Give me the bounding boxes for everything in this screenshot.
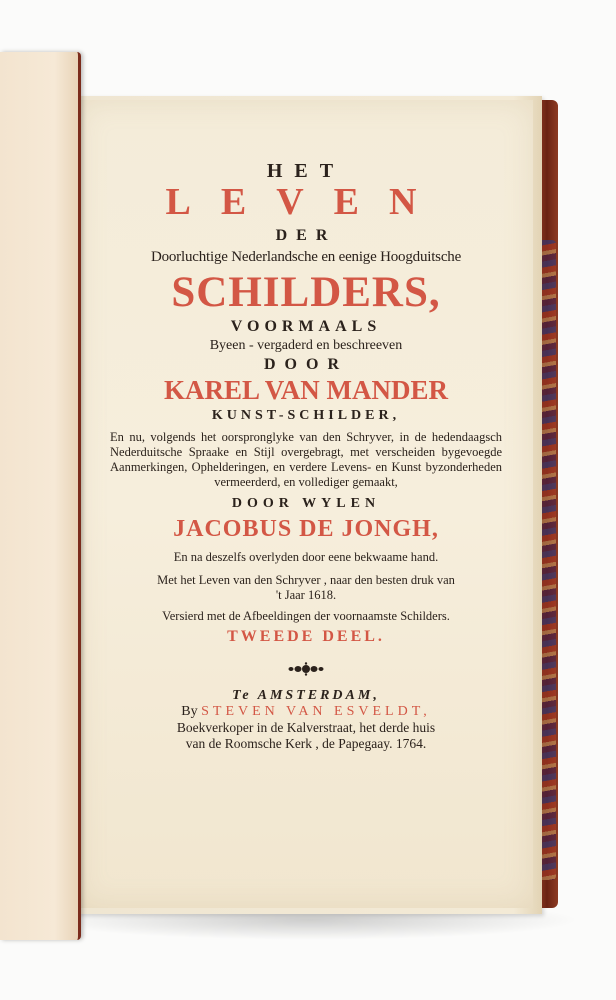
title-het: HET — [266, 160, 346, 182]
imprint-address-1: Boekverkoper in de Kalverstraat, het derde huis — [176, 720, 436, 735]
title-voormaals: VOORMAALS — [230, 318, 382, 335]
printers-ornament-icon — [286, 662, 326, 676]
edition-paragraph: En nu, volgends het oorspronglyke van den Schryver, in de hedendaagsch Nederduitsche Spraake en Stijl overgebragt, met verscheiden bygevoegde Aanmerkingen, Ophelderingen, en verdere Levens- en Kunst byzonderheden vermeerderd, en vollediger gemaakt, — [110, 430, 502, 489]
title-met-line1: Met het Leven van den Schryver , naar den besten druk van — [157, 573, 455, 587]
front-cover — [0, 52, 81, 940]
title-versierd: Versierd met de Afbeeldingen der voornaamste Schilders. — [162, 609, 450, 623]
title-doorluchtige: Doorluchtige Nederlandsche en eenige Hoogduitsche — [150, 249, 462, 265]
title-met-line2: 't Jaar 1618. — [275, 588, 337, 602]
title-page-text — [86, 160, 526, 752]
imprint-by: By — [181, 704, 198, 719]
editor-name: JACOBUS DE JONGH, — [173, 516, 439, 542]
imprint-publisher: STEVEN VAN ESVELDT, — [201, 704, 431, 719]
title-leven: LEVEN — [165, 181, 447, 223]
title-en-na: En na deszelfs overlyden door eene bekwaame hand. — [173, 550, 439, 564]
title-byeen: Byeen - vergaderd en beschreeven — [209, 338, 403, 353]
title-door: DOOR — [264, 356, 348, 373]
imprint-city: Te AMSTERDAM, — [232, 688, 380, 703]
volume-label: TWEEDE DEEL. — [227, 628, 385, 645]
imprint-address-2: van de Roomsche Kerk , de Papegaay. 1764. — [185, 736, 427, 751]
title-der: DER — [275, 227, 337, 244]
title-door-wylen: DOOR WYLEN — [231, 496, 381, 511]
imprint-publisher-line — [86, 704, 526, 720]
author-role: KUNST-SCHILDER, — [211, 408, 401, 423]
title-schilders: SCHILDERS, — [171, 269, 441, 316]
author-name: KAREL VAN MANDER — [163, 375, 449, 405]
